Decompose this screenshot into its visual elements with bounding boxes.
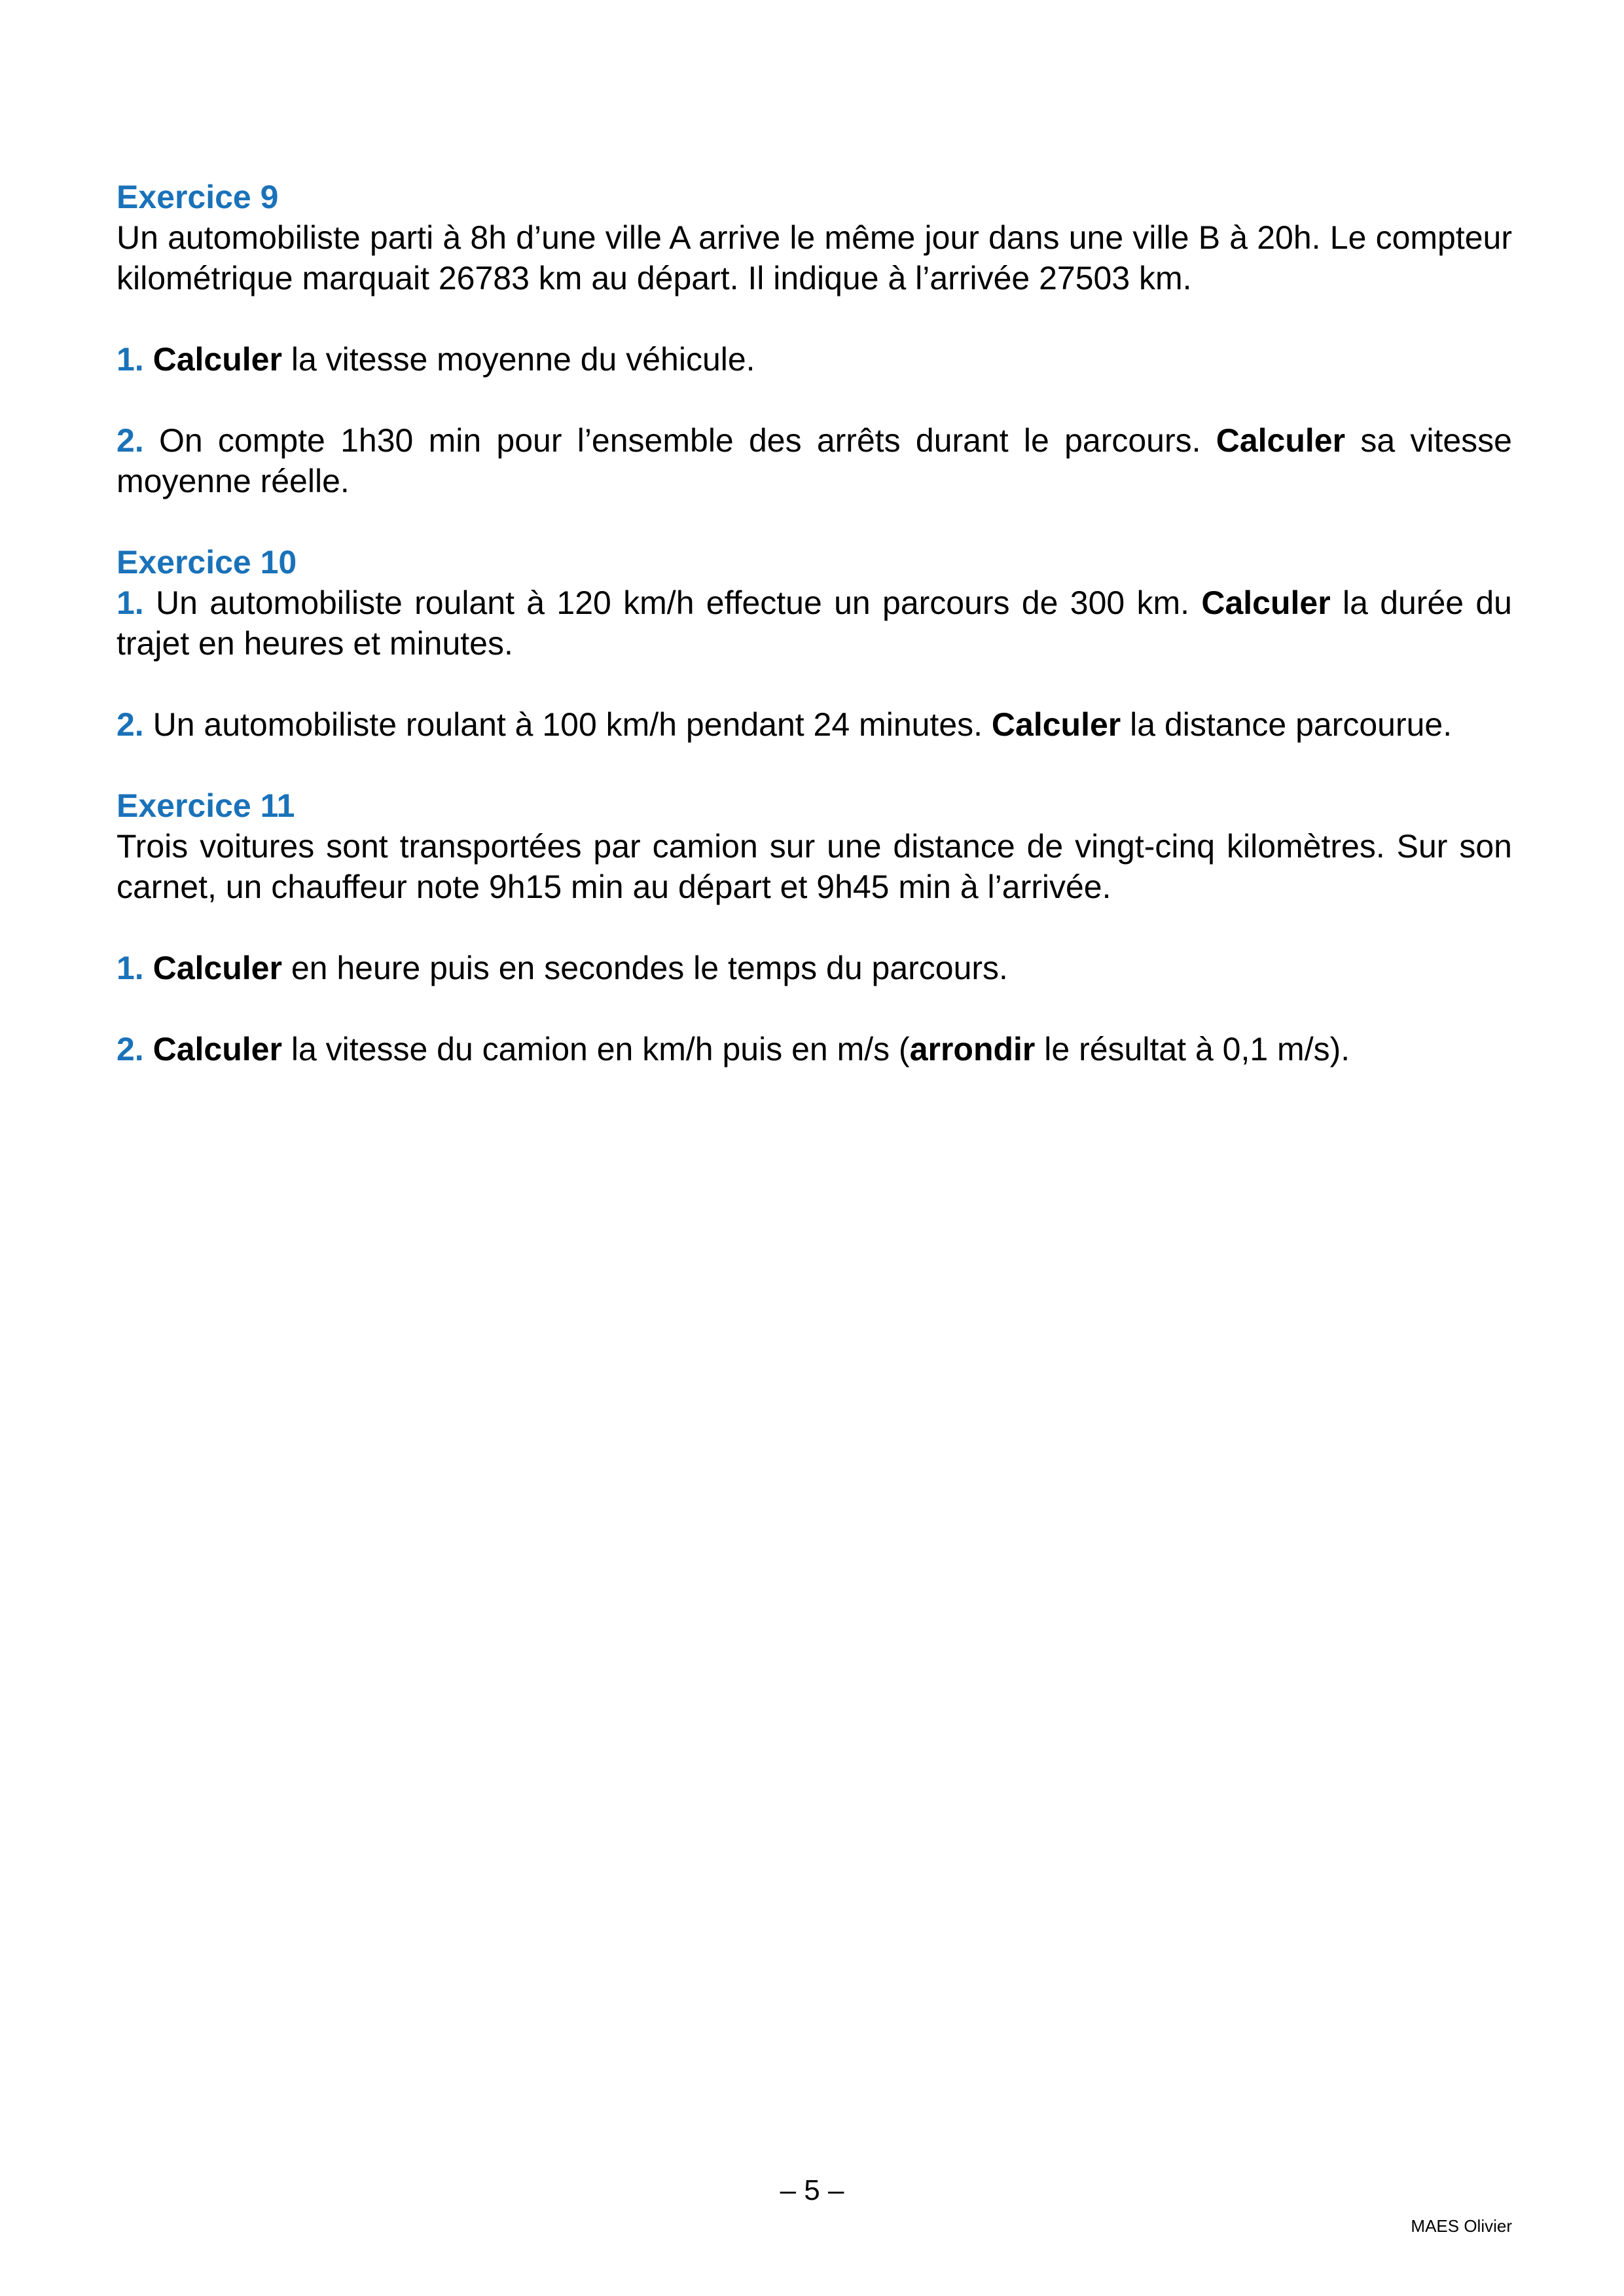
question-1: [117, 339, 1512, 380]
instruction-verb: Calculer: [153, 950, 282, 986]
question-text: [144, 341, 153, 378]
question-2: [117, 420, 1512, 501]
question-text: Un automobiliste roulant à 100 km/h pendant 24 minutes.: [143, 706, 992, 743]
author-name: MAES Olivier: [1411, 2216, 1512, 2236]
instruction-verb: Calculer: [991, 706, 1121, 743]
exercise-title: Exercice 11: [117, 787, 295, 824]
question-number: 1.: [117, 950, 144, 986]
question-number: 1.: [117, 341, 144, 378]
question-text: [144, 1031, 153, 1067]
question-text: la distance parcourue.: [1121, 706, 1453, 743]
instruction-verb: Calculer: [153, 341, 282, 378]
exercise-9: [117, 177, 1512, 501]
question-text: la vitesse moyenne du véhicule.: [281, 341, 755, 378]
question-text: Un automobiliste roulant à 120 km/h effectue un parcours de 300 km.: [143, 584, 1202, 621]
question-text: On compte 1h30 min pour l’ensemble des arrêts durant le parcours.: [143, 422, 1216, 459]
document-body: [117, 177, 1512, 1110]
exercise-title: Exercice 9: [117, 179, 279, 215]
instruction-verb: Calculer: [1201, 584, 1331, 621]
question-text: [144, 950, 153, 986]
question-text: sa vitesse moyenne réelle.: [117, 422, 1512, 499]
question-2: [117, 704, 1512, 745]
exercise-intro: Un automobiliste parti à 8h d’une ville A arrive le même jour dans une ville B à 20h. Le compteur kilométrique marquait 26783 km au départ. Il indique à l’arrivée 27503 km.: [117, 219, 1512, 296]
question-1: [117, 583, 1512, 664]
instruction-verb: arrondir: [909, 1031, 1036, 1067]
question-text: le résultat à 0,1 m/s).: [1035, 1031, 1350, 1067]
question-number: 2.: [117, 706, 144, 743]
question-number: 2.: [117, 1031, 144, 1067]
page-number: – 5 –: [780, 2174, 844, 2206]
instruction-verb: Calculer: [153, 1031, 282, 1067]
exercise-intro: Trois voitures sont transportées par camion sur une distance de vingt-cinq kilomètres. Sur son carnet, un chauffeur note 9h15 min au départ et 9h45 min à l’arrivée.: [117, 828, 1512, 905]
question-1: [117, 948, 1512, 988]
question-number: 2.: [117, 422, 144, 459]
exercise-10: [117, 542, 1512, 745]
instruction-verb: Calculer: [1216, 422, 1346, 459]
question-number: 1.: [117, 584, 144, 621]
exercise-title: Exercice 10: [117, 544, 297, 581]
question-text: la vitesse du camion en km/h puis en m/s (: [281, 1031, 910, 1067]
question-text: la durée du trajet en heures et minutes.: [117, 584, 1512, 662]
question-text: en heure puis en secondes le temps du parcours.: [281, 950, 1008, 986]
exercise-11: [117, 785, 1512, 1069]
question-2: [117, 1029, 1512, 1069]
